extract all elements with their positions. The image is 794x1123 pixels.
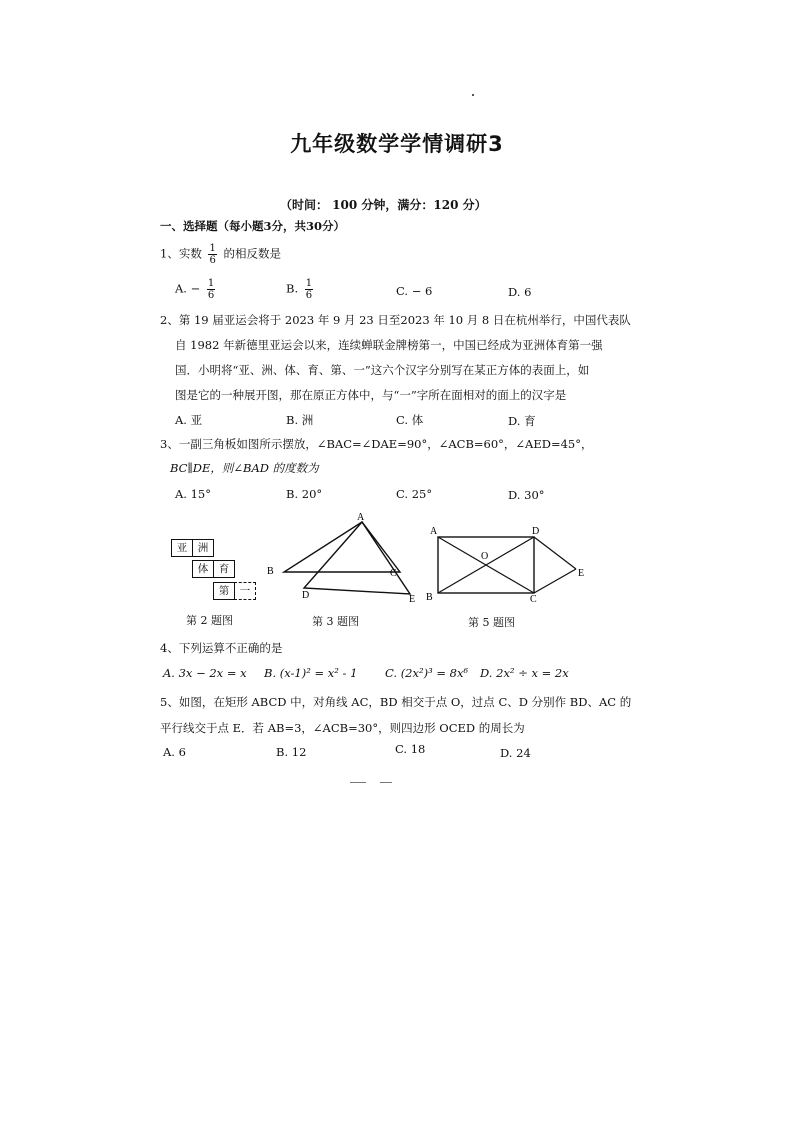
q5-option-c[interactable]: C. 18 [395, 742, 426, 756]
q3-option-c[interactable]: C. 25° [396, 487, 433, 501]
q2-option-c[interactable]: C. 体 [396, 413, 424, 427]
q2-line-2: 自 1982 年新德里亚运会以来，连续蝉联金牌榜第一，中国已经成为亚洲体育第一强 [175, 338, 603, 352]
figure-5-caption: 第 5 题图 [468, 616, 515, 629]
triangle-abc [284, 522, 400, 572]
q2-option-d[interactable]: D. 育 [508, 414, 536, 428]
q4-option-c[interactable]: C. (2x²)³ = 8x⁶ [385, 666, 469, 680]
fig3-label-b: B [267, 566, 274, 577]
question-1-stem [160, 243, 281, 266]
q1-fraction [208, 243, 216, 266]
q1-opt-a-num: 1 [207, 278, 215, 289]
footer-mark-2 [380, 782, 392, 783]
q2-line-3: 国．小明将“亚、洲、体、育、第、一”这六个汉字分别写在某正方体的表面上，如 [175, 363, 590, 377]
figure-3-triangles [262, 508, 430, 608]
q3-option-a[interactable]: A. 15° [175, 487, 211, 501]
net-cell-2: 洲 [192, 539, 214, 557]
scan-speck [472, 94, 474, 96]
q1-opt-a-den: 6 [207, 290, 215, 301]
q1-opt-a-fraction [207, 278, 215, 301]
figure-3-caption: 第 3 题图 [312, 615, 359, 628]
footer-mark-1 [350, 782, 366, 783]
page-footer-marks [350, 782, 410, 784]
q1-opt-b-label: B. [286, 281, 299, 296]
page-title: 九年级数学学情调研3 [290, 132, 504, 156]
q1-opt-b-num: 1 [305, 278, 313, 289]
q1-frac-den: 6 [209, 255, 216, 266]
q4-stem: 4、下列运算不正确的是 [160, 641, 283, 655]
q3-option-b[interactable]: B. 20° [286, 487, 323, 501]
q2-option-b[interactable]: B. 洲 [286, 413, 314, 427]
q5-option-a[interactable]: A. 6 [163, 745, 186, 759]
q3-line-2: BC∥DE，则∠BAD 的度数为 [170, 461, 319, 475]
q2-option-a[interactable]: A. 亚 [175, 413, 203, 427]
q2-line-4: 图是它的一种展开图，那在原正方体中，与“一”字所在面相对的面上的汉字是 [175, 388, 567, 402]
triangle-ade [304, 522, 410, 594]
q5-line-1: 5、如图，在矩形 ABCD 中，对角线 AC，BD 相交于点 O，过点 C、D 分别作 BD、AC 的 [160, 695, 632, 709]
q4-option-a[interactable]: A. 3x − 2x = x [163, 666, 247, 680]
q5-option-d[interactable]: D. 24 [500, 746, 531, 760]
net-cell-1: 亚 [171, 539, 193, 557]
net-cell-5: 第 [213, 582, 235, 600]
net-cell-6: 一 [234, 582, 256, 600]
q4-option-d[interactable]: D. 2x² ÷ x = 2x [480, 666, 569, 680]
fig5-label-c: C [530, 594, 537, 604]
q1-opt-a-label: A. − [175, 281, 201, 296]
figure-2-caption: 第 2 题图 [186, 614, 233, 627]
fig3-label-d: D [302, 590, 310, 601]
q1-suffix: 的相反数是 [223, 246, 282, 261]
q1-frac-num: 1 [209, 243, 216, 254]
segment-ce [534, 569, 576, 593]
net-cell-3: 体 [192, 560, 214, 578]
q1-option-d[interactable]: D. 6 [508, 285, 532, 299]
fig5-label-a: A [430, 526, 438, 537]
q1-opt-b-den: 6 [305, 290, 313, 301]
net-cell-4: 育 [213, 560, 235, 578]
q1-option-c[interactable]: C. − 6 [396, 284, 433, 298]
exam-time-info: （时间： 100 分钟，满分：120 分） [280, 198, 487, 212]
fig3-label-c: C [390, 568, 397, 579]
q3-option-d[interactable]: D. 30° [508, 488, 545, 502]
fig5-label-b: B [426, 592, 433, 603]
q3-line-1: 3、一副三角板如图所示摆放，∠BAC=∠DAE=90°，∠ACB=60°，∠AED=45°， [160, 437, 593, 451]
q1-opt-b-fraction [305, 278, 313, 301]
fig3-label-e: E [409, 594, 416, 605]
q1-option-a[interactable] [175, 278, 218, 301]
q5-option-b[interactable]: B. 12 [276, 745, 307, 759]
q4-option-b[interactable]: B. (x-1)² = x² - 1 [264, 666, 358, 680]
section-heading: 一、选择题（每小题3分，共30分） [160, 219, 346, 233]
segment-de [534, 537, 576, 569]
fig5-label-d: D [532, 526, 540, 537]
q2-line-1: 2、第 19 届亚运会将于 2023 年 9 月 23 日至2023 年 10 月 8 日在杭州举行，中国代表队 [160, 313, 631, 327]
q5-line-2: 平行线交于点 E．若 AB=3，∠ACB=30°，则四边形 OCED 的周长为 [160, 721, 525, 735]
fig5-label-e: E [578, 568, 585, 579]
fig5-label-o: O [481, 551, 489, 562]
q1-option-b[interactable] [286, 278, 316, 301]
fig3-label-a: A [357, 512, 365, 523]
figure-5-rectangle [424, 522, 594, 604]
q1-prefix: 1、实数 [160, 246, 202, 261]
